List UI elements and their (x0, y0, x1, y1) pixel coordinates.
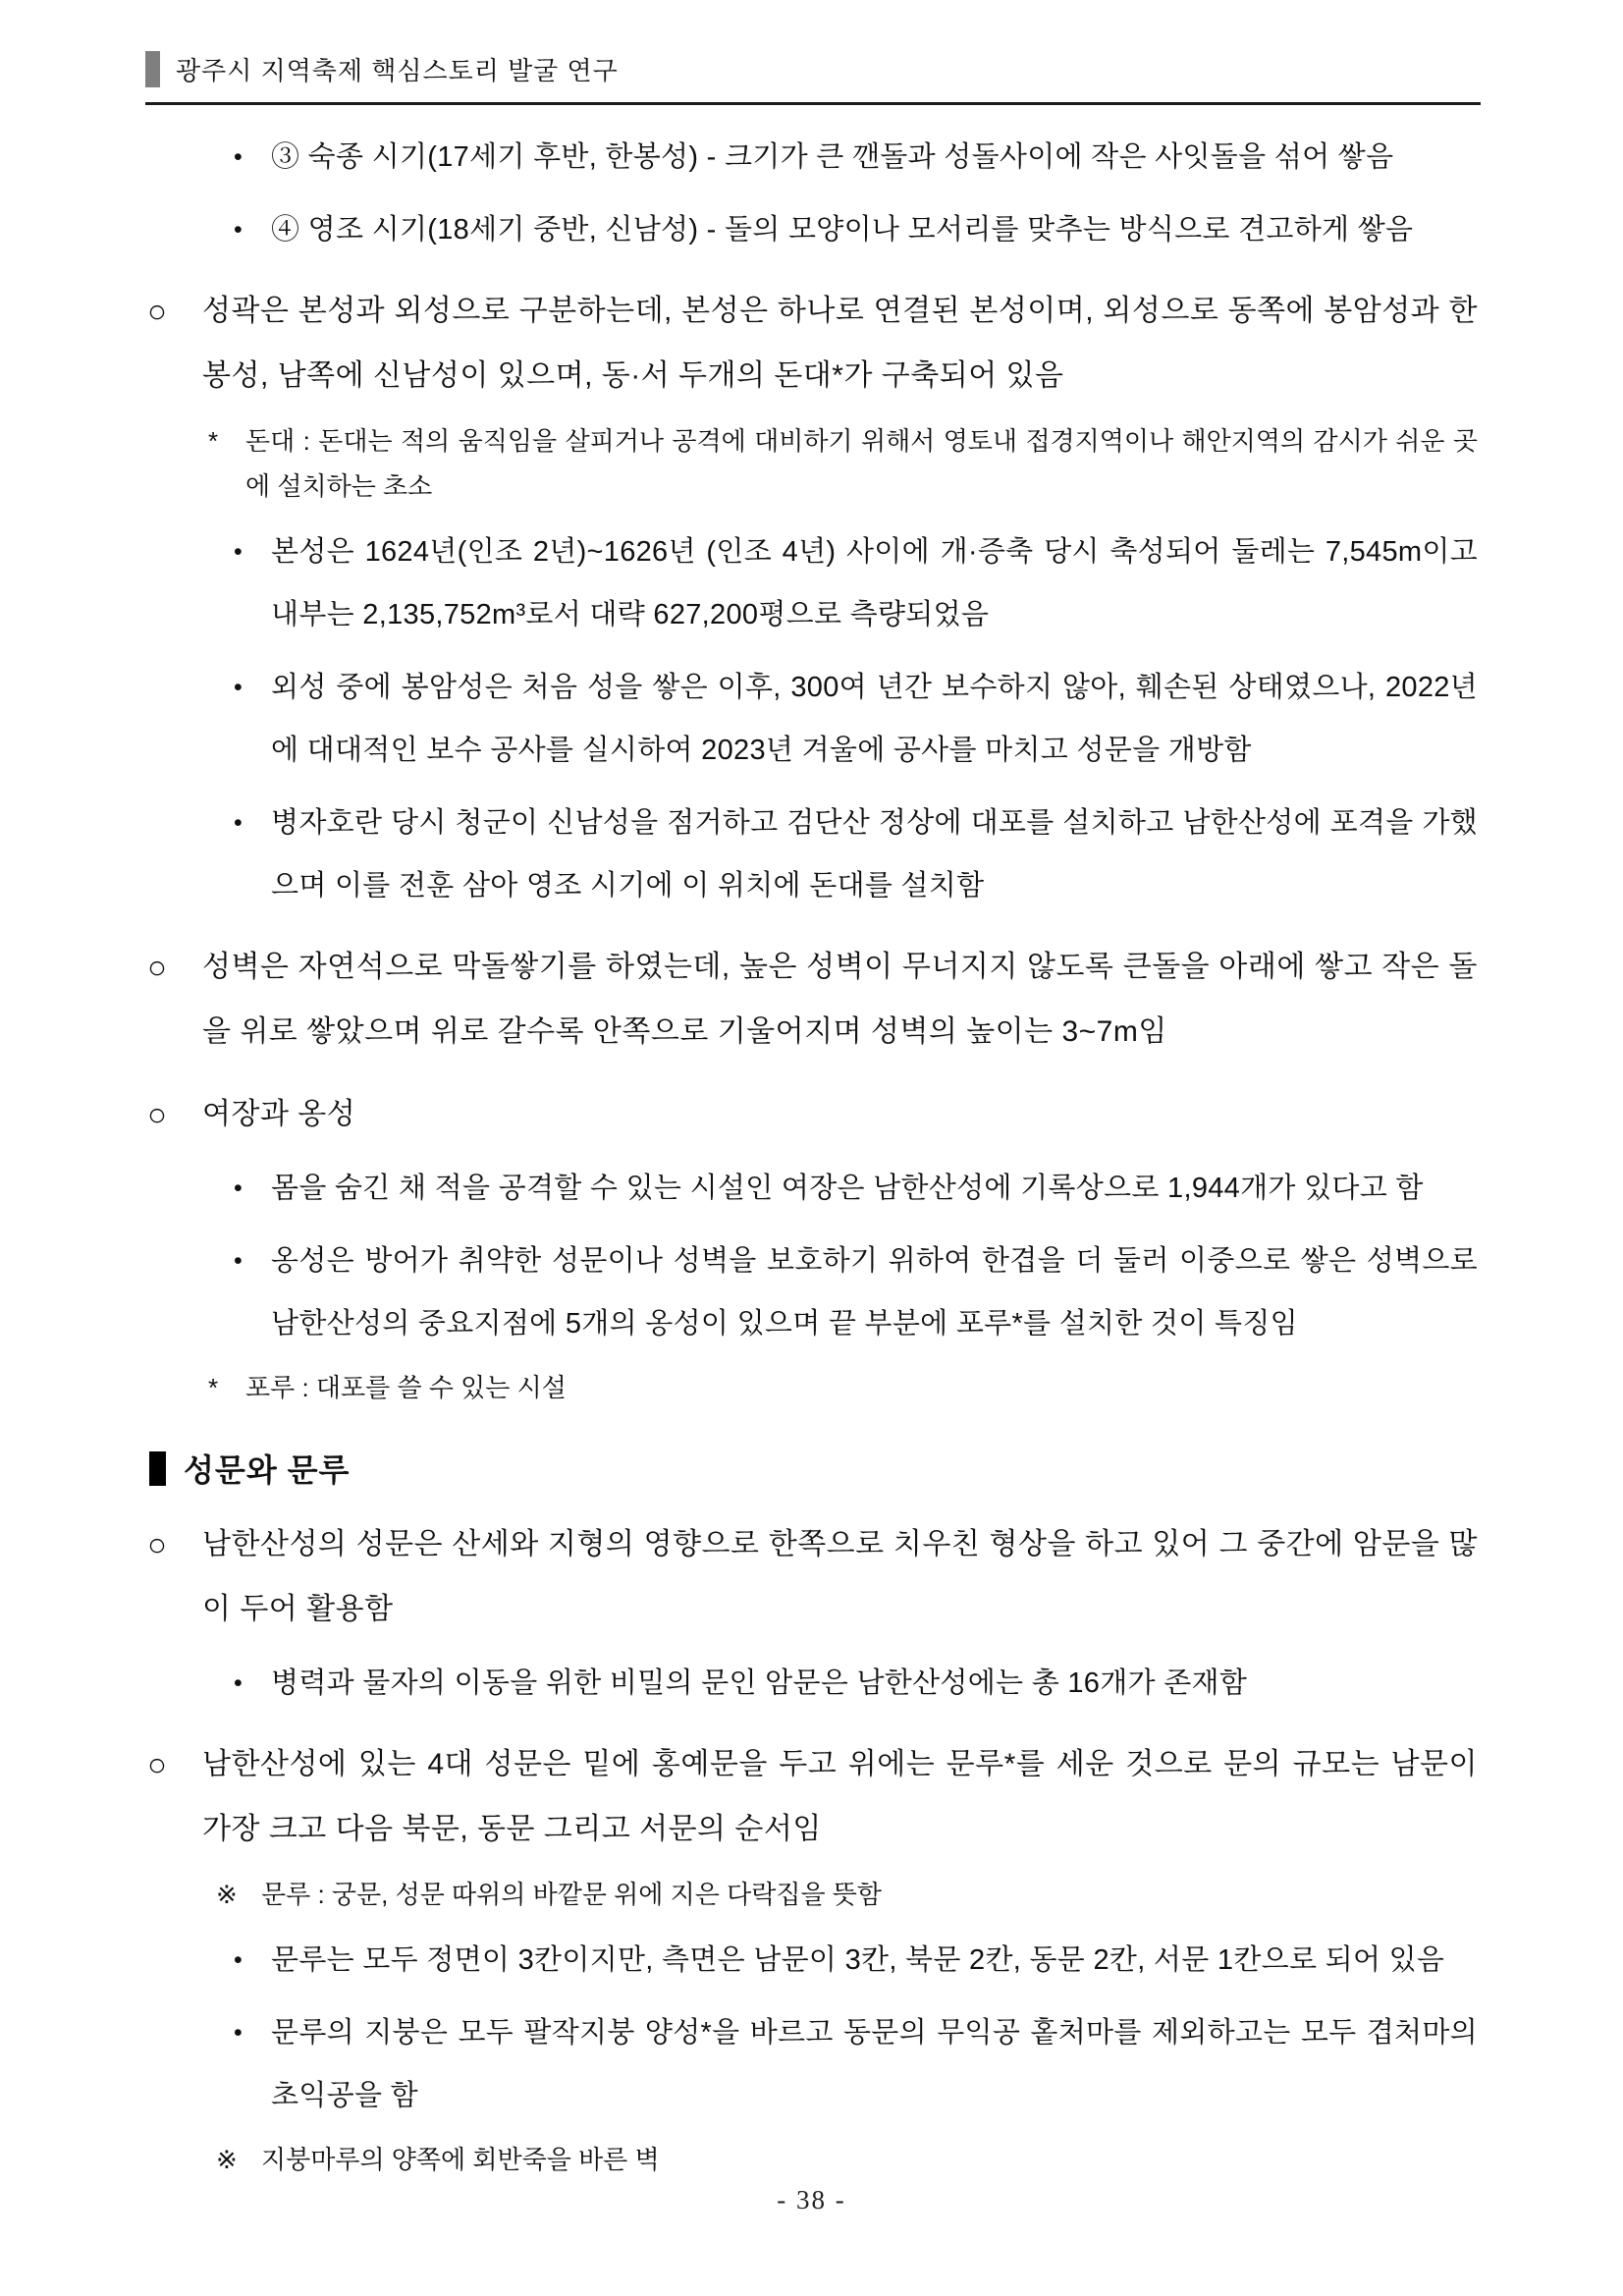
bullet-icon: • (234, 538, 243, 566)
list-item (147, 279, 1478, 409)
item-text: 성벽은 자연석으로 막돌쌓기를 하였는데, 높은 성벽이 무너지지 않도록 큰돌을 아래에 쌓고 작은 돌을 위로 쌓았으며 위로 갈수록 안쪽으로 기울어지며 성벽의 높이는 3~7m임 (202, 951, 1478, 1048)
list-item (147, 935, 1478, 1065)
list-item (147, 1082, 1478, 1147)
bullet-icon: • (234, 1175, 243, 1202)
bullet-icon: • (234, 143, 243, 171)
footnote (147, 418, 1478, 509)
bullet-icon: • (234, 2019, 243, 2047)
footnote-text: 문루 : 궁문, 성문 따위의 바깥문 위에 지은 다락집을 뜻함 (261, 1880, 883, 1909)
footnote-text: 지붕마루의 양쪽에 회반죽을 바른 벽 (261, 2145, 660, 2174)
footnote (147, 1872, 1478, 1917)
bullet-icon: • (234, 1247, 243, 1275)
section-title: 성문와 문루 (184, 1452, 351, 1488)
reference-mark-icon: ※ (216, 1880, 238, 1909)
item-text: ④ 영조 시기(18세기 중반, 신남성) - 돌의 모양이나 모서리를 맞추는 방식으로 견고하게 쌓음 (271, 214, 1414, 246)
circle-icon: ○ (147, 1746, 167, 1782)
item-text: 문루는 모두 정면이 3칸이지만, 측면은 남문이 3칸, 북문 2칸, 동문 2칸, 서문 1칸으로 되어 있음 (271, 1944, 1445, 1976)
item-text: 여장과 옹성 (202, 1098, 356, 1130)
bullet-icon: • (234, 216, 243, 244)
item-text: 병자호란 당시 청군이 신남성을 점거하고 검단산 정상에 대포를 설치하고 남한산성에 포격을 가했으며 이를 전훈 삼아 영조 시기에 이 위치에 돈대를 설치함 (271, 807, 1478, 902)
circle-icon: ○ (147, 949, 167, 985)
list-item (147, 198, 1478, 261)
list-item (147, 1652, 1478, 1715)
item-text: 본성은 1624년(인조 2년)~1626년 (인조 4년) 사이에 개·증축 당시 축성되어 둘레는 7,545m이고 내부는 2,135,752m³로서 대략 627,200평으로 측량되었음 (271, 536, 1478, 630)
item-text: 외성 중에 봉암성은 처음 성을 쌓은 이후, 300여 년간 보수하지 않아, 훼손된 상태였으나, 2022년에 대대적인 보수 공사를 실시하여 2023년 겨울에 공사를 마치고 성문을 개방함 (271, 672, 1478, 766)
running-head-title: 광주시 지역축제 핵심스토리 발굴 연구 (176, 56, 619, 85)
asterisk-icon: * (208, 1373, 219, 1402)
asterisk-icon: * (208, 426, 219, 456)
list-item (147, 126, 1478, 189)
reference-mark-icon: ※ (216, 2145, 238, 2174)
circle-icon: ○ (147, 1526, 167, 1562)
page-number: - 38 - (777, 2185, 846, 2214)
item-text: 병력과 물자의 이동을 위한 비밀의 문인 암문은 남한산성에는 총 16개가 존재함 (271, 1667, 1248, 1699)
bullet-icon: • (234, 809, 243, 837)
page-header (145, 51, 1481, 105)
section-bar-icon (149, 1451, 166, 1486)
list-item (147, 2001, 1478, 2127)
list-item (147, 656, 1478, 782)
footnote (147, 1365, 1478, 1410)
section-header (149, 1446, 1478, 1491)
list-item (147, 1732, 1478, 1862)
page-header-inner (145, 51, 1481, 105)
header-bar-icon (145, 51, 160, 87)
footnote (147, 2137, 1478, 2182)
list-item (147, 1230, 1478, 1355)
page-footer (0, 2185, 1623, 2215)
circle-icon: ○ (147, 293, 167, 329)
item-text: 문루의 지붕은 모두 팔작지붕 양성*을 바르고 동문의 무익공 홑처마를 제외하고는 모두 겹처마의 초익공을 함 (271, 2017, 1478, 2111)
item-text: 성곽은 본성과 외성으로 구분하는데, 본성은 하나로 연결된 본성이며, 외성으로 동쪽에 봉암성과 한봉성, 남쪽에 신남성이 있으며, 동·서 두개의 돈대*가 구축되어 있음 (202, 295, 1478, 392)
item-text: ③ 숙종 시기(17세기 후반, 한봉성) - 크기가 큰 깬돌과 성돌사이에 작은 사잇돌을 섞어 쌓음 (271, 141, 1394, 173)
bullet-icon: • (234, 1946, 243, 1974)
list-item (147, 1929, 1478, 1992)
item-text: 남한산성의 성문은 산세와 지형의 영향으로 한쪽으로 치우친 형상을 하고 있어 그 중간에 암문을 많이 두어 활용함 (202, 1528, 1478, 1625)
item-text: 몸을 숨긴 채 적을 공격할 수 있는 시설인 여장은 남한산성에 기록상으로 1,944개가 있다고 함 (271, 1173, 1424, 1204)
list-item (147, 1512, 1478, 1642)
list-item (147, 792, 1478, 917)
circle-icon: ○ (147, 1096, 167, 1132)
item-text: 옹성은 방어가 취약한 성문이나 성벽을 보호하기 위하여 한겹을 더 둘러 이중으로 쌓은 성벽으로 남한산성의 중요지점에 5개의 옹성이 있으며 끝 부분에 포루*를 설치한 것이 특징임 (271, 1245, 1478, 1339)
list-item (147, 1157, 1478, 1220)
bullet-icon: • (234, 1669, 243, 1697)
bullet-icon: • (234, 674, 243, 701)
footnote-text: 포루 : 대포를 쓸 수 있는 시설 (245, 1373, 567, 1402)
item-text: 남한산성에 있는 4대 성문은 밑에 홍예문을 두고 위에는 문루*를 세운 것으로 문의 규모는 남문이 가장 크고 다음 북문, 동문 그리고 서문의 순서임 (202, 1748, 1478, 1845)
footnote-text: 돈대 : 돈대는 적의 움직임을 살피거나 공격에 대비하기 위해서 영토내 접경지역이나 해안지역의 감시가 쉬운 곳에 설치하는 초소 (245, 426, 1478, 501)
document-body (147, 126, 1478, 2194)
list-item (147, 520, 1478, 646)
